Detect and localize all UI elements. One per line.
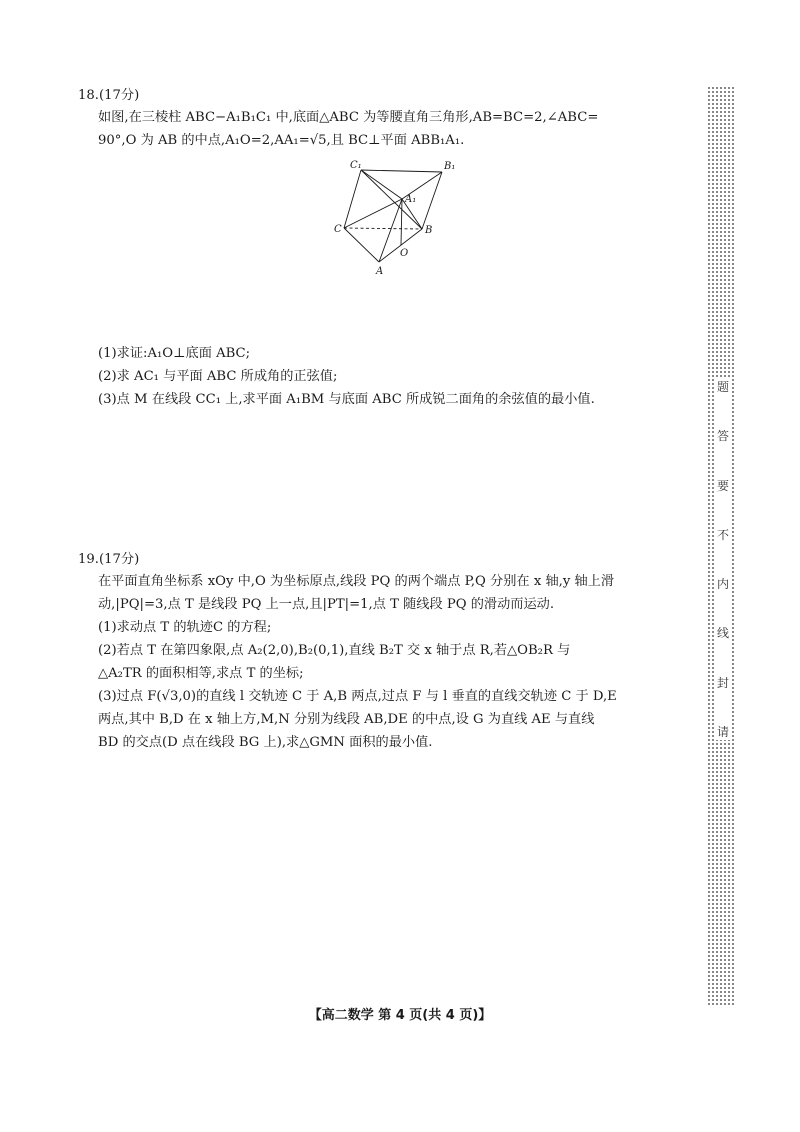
label-a: A bbox=[376, 266, 384, 277]
seal-char-5: 内 bbox=[716, 577, 729, 592]
label-c1: C₁ bbox=[350, 160, 362, 171]
problem-18-number: 18.(17分) bbox=[78, 88, 140, 103]
seal-char-8: 请 bbox=[716, 724, 729, 739]
problem-18-part-3: (3)点 M 在线段 CC₁ 上,求平面 A₁BM 与底面 ABC 所成锐二面角的余弦值的最小值. bbox=[98, 392, 595, 407]
edge-c1-a1 bbox=[361, 170, 402, 199]
seal-line-notice bbox=[715, 378, 731, 740]
problem-18-statement bbox=[98, 106, 690, 152]
problem-19-part-3-line-3: BD 的交点(D 点在线段 BG 上),求△GMN 面积的最小值. bbox=[98, 735, 433, 750]
problem-19-body bbox=[98, 570, 690, 754]
seal-char-2: 答 bbox=[716, 429, 729, 444]
problem-19-statement-line-2: 动,|PQ|=3,点 T 是线段 PQ 上一点,且|PT|=1,点 T 随线段 PQ 的滑动而运动. bbox=[98, 597, 555, 612]
problem-18-statement-line-1: 如图,在三棱柱 ABC−A₁B₁C₁ 中,底面△ABC 为等腰直角三角形,AB=BC=2,∠ABC= bbox=[98, 110, 599, 125]
problem-19-part-2-line-2: △A₂TR 的面积相等,求点 T 的坐标; bbox=[98, 666, 304, 681]
seal-char-4: 不 bbox=[716, 527, 729, 542]
seal-char-1: 题 bbox=[716, 380, 729, 394]
label-o: O bbox=[400, 248, 409, 259]
segment-a1-o bbox=[401, 199, 402, 245]
label-c: C bbox=[334, 224, 342, 235]
problem-18-parts bbox=[98, 342, 690, 411]
prism-figure bbox=[330, 152, 470, 278]
edge-c-c1 bbox=[344, 170, 361, 228]
problem-19-part-3-line-2: 两点,其中 B,D 在 x 轴上方,M,N 分别为线段 AB,DE 的中点,设 G 为直线 AE 与直线 bbox=[98, 712, 595, 727]
problem-19-number: 19.(17分) bbox=[78, 552, 140, 567]
edge-c-b-hidden bbox=[344, 228, 422, 229]
edge-c-a bbox=[344, 228, 379, 262]
edge-b-b1 bbox=[422, 172, 442, 229]
seal-char-6: 线 bbox=[716, 626, 729, 641]
page-footer: 【高二数学 第 4 页(共 4 页)】 bbox=[308, 1008, 492, 1023]
seal-char-7: 封 bbox=[716, 675, 729, 690]
seal-char-3: 要 bbox=[716, 478, 729, 493]
label-b: B bbox=[425, 225, 433, 236]
label-a1: A₁ bbox=[405, 194, 417, 205]
problem-18-part-1: (1)求证:A₁O⊥底面 ABC; bbox=[98, 346, 251, 361]
label-b1: B₁ bbox=[444, 161, 456, 172]
problem-18-statement-line-2: 90°,O 为 AB 的中点,A₁O=2,AA₁=√5,且 BC⊥平面 ABB₁A₁. bbox=[98, 133, 465, 148]
problem-19-part-1: (1)求动点 T 的轨迹C 的方程; bbox=[98, 620, 272, 635]
problem-19-part-2-line-1: (2)若点 T 在第四象限,点 A₂(2,0),B₂(0,1),直线 B₂T 交 x 轴于点 R,若△OB₂R 与 bbox=[98, 643, 571, 658]
problem-19-part-3-line-1: (3)过点 F(√3,0)的直线 l 交轨迹 C 于 A,B 两点,过点 F 与 l 垂直的直线交轨迹 C 于 D,E bbox=[98, 689, 617, 704]
problem-19-statement-line-1: 在平面直角坐标系 xOy 中,O 为坐标原点,线段 PQ 的两个端点 P,Q 分别在 x 轴,y 轴上滑 bbox=[98, 574, 615, 589]
problem-18-part-2: (2)求 AC₁ 与平面 ABC 所成角的正弦值; bbox=[98, 369, 338, 384]
edge-c1-b1 bbox=[361, 170, 442, 172]
